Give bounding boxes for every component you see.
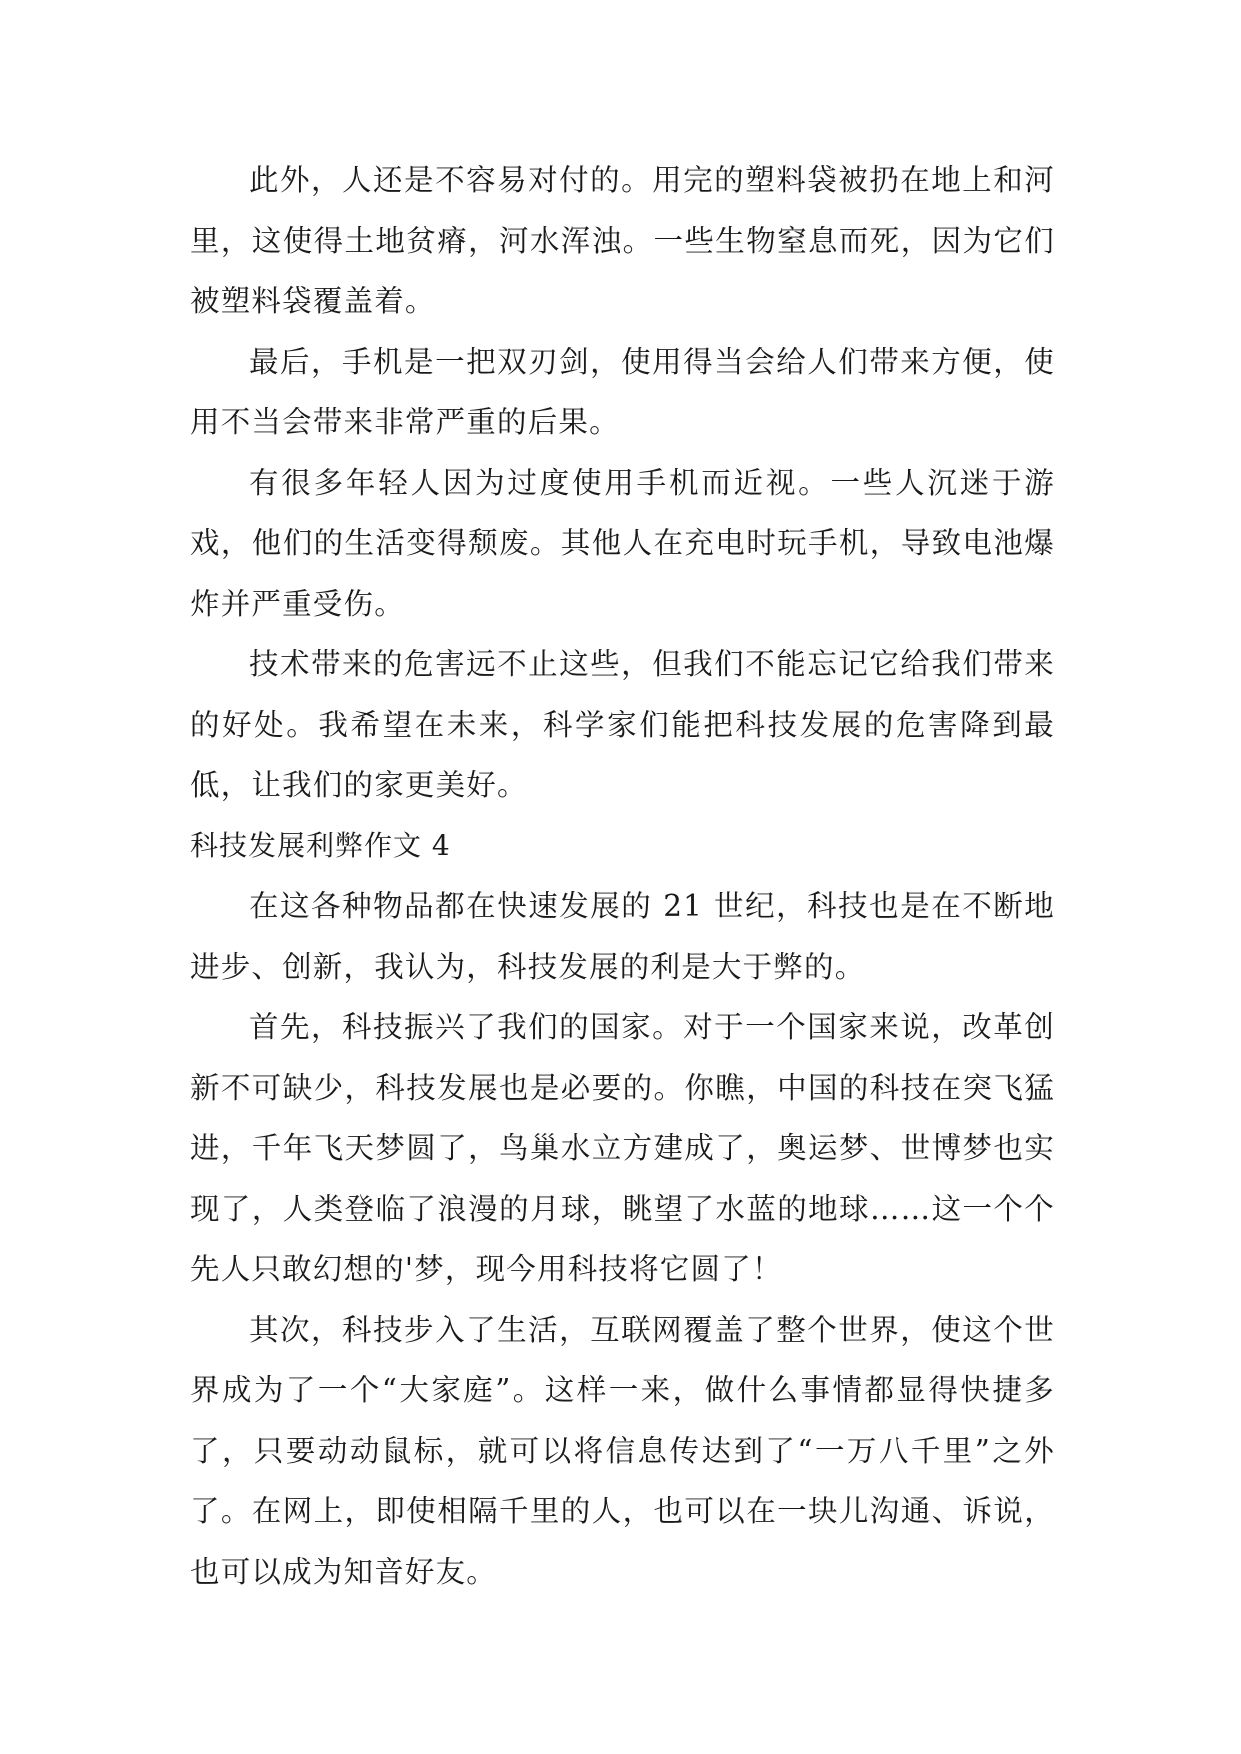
paragraph-phone-harms: 有很多年轻人因为过度使用手机而近视。一些人沉迷于游戏，他们的生活变得颓废。其他人在充电时玩手机，导致电池爆炸并严重受伤。 [190, 465, 1055, 621]
section-title: 科技发展利弊作文 4 [190, 828, 451, 862]
document-body [190, 150, 1055, 1602]
paragraph-internet: 其次，科技步入了生活，互联网覆盖了整个世界，使这个世界成为了一个“大家庭”。这样一来，做什么事情都显得快捷多了，只要动动鼠标，就可以将信息传达到了“一万八千里”之外了。在网上，即使相隔千里的人，也可以在一块儿沟通、诉说，也可以成为知音好友。 [190, 1312, 1055, 1589]
paragraph-plastic-bags: 此外，人还是不容易对付的。用完的塑料袋被扔在地上和河里，这使得土地贫瘠，河水浑浊。一些生物窒息而死，因为它们被塑料袋覆盖着。 [190, 163, 1055, 318]
paragraph-conclusion: 技术带来的危害远不止这些，但我们不能忘记它给我们带来的好处。我希望在未来，科学家们能把科技发展的危害降到最低，让我们的家更美好。 [190, 647, 1055, 802]
paragraph-country: 首先，科技振兴了我们的国家。对于一个国家来说，改革创新不可缺少，科技发展也是必要的。你瞧，中国的科技在突飞猛进，千年飞天梦圆了，鸟巢水立方建成了，奥运梦、世博梦也实现了，人类登临了浪漫的月球，眺望了水蓝的地球……这一个个先人只敢幻想的'梦，现今用科技将它圆了！ [190, 1010, 1055, 1286]
paragraph-phone-double-edged: 最后，手机是一把双刃剑，使用得当会给人们带来方便，使用不当会带来非常严重的后果。 [190, 344, 1055, 439]
paragraph-intro: 在这各种物品都在快速发展的 21 世纪，科技也是在不断地进步、创新，我认为，科技发展的利是大于弊的。 [190, 889, 1055, 984]
